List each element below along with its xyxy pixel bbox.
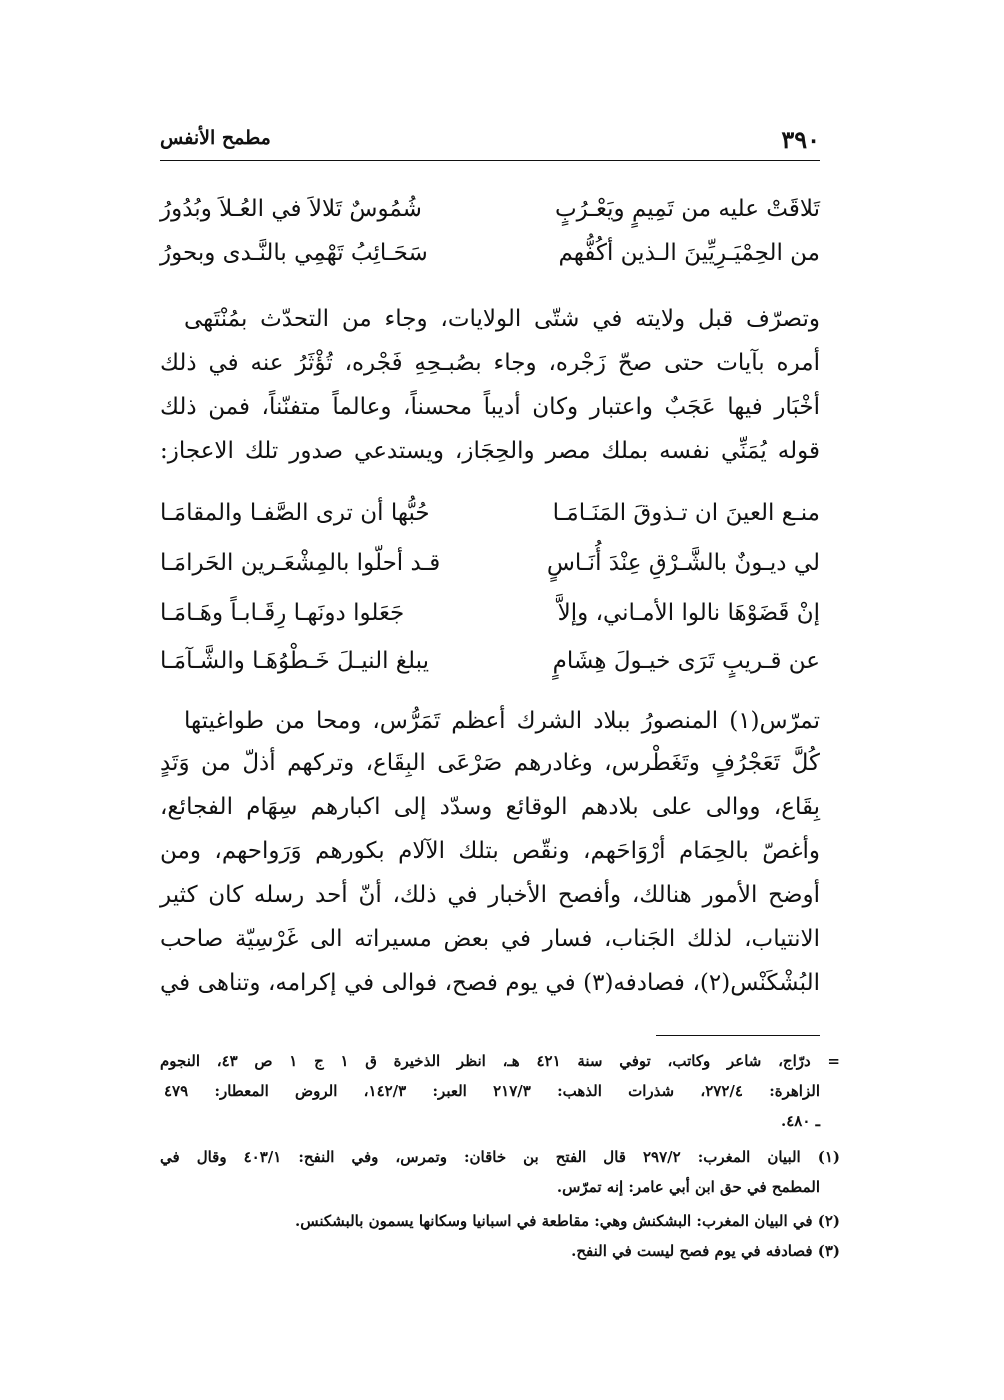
prose-line: تمرّس(١) المنصورُ ببلاد الشرك أعظم تَمَرُّس، ومحا من طواغيتها [184, 708, 820, 734]
footnote-line: الزاهرة: ٢٧٢/٤، شذرات الذهب: ٢١٧/٣ العبر: ١٤٢/٣، الروض المعطار: ٤٧٩ [164, 1082, 820, 1100]
prose-line: وأغصّ بالحِمَام أرْوَاحَهم، ونقّص بتلك الآلام بكورهم وَرَواحهم، ومن [160, 838, 820, 864]
prose-line: قوله يُمَنِّي نفسه بملك مصر والحِجَاز، ويستدعي صدور تلك الاعجاز: [160, 438, 820, 464]
prose-line: بِقَاع، ووالى على بلادهم الوقائع وسدّد إلى اكبارهم سِهَام الفجائع، [160, 794, 820, 820]
hemistich-first: عن قـريبٍ تَرَى خيـولَ هِشَامٍ [552, 648, 820, 674]
hemistich-first: من الحِمْيَـرِيِّينَ الـذين أكُفُّهم [558, 240, 820, 266]
prose-line: أخْبَار فيها عَجَبٌ واعتبار وكان أديباً محسناً، وعالماً متفنّناً، فمن ذلك [160, 394, 820, 420]
hemistich-second: سَحَـائِبُ تَهْمِي بالنَّـدى وبحورُ [160, 240, 428, 266]
verse-line [160, 648, 820, 688]
verse-line [160, 600, 820, 640]
hemistich-first: لي ديـونٌ بالشَّـرْقِ عِنْدَ أُنَـاسٍ [546, 550, 820, 576]
hemistich-first: منـع العينَ ان تـذوقَ المَنَـامَـا [552, 500, 820, 526]
hemistich-second: قـد أحلّوا بالمِشْعَـرين الحَرامَـا [160, 550, 441, 576]
prose-line: أمره بآيات حتى صحّ زَجْره، وجاء بصُبـحِهِ فَجْره، تُؤْثَرُ عنه في ذلك [160, 350, 820, 376]
hemistich-second: يبلغ النيـلَ خَـطْوُهَـا والشَّـآمَـا [160, 648, 429, 674]
verse-line [160, 240, 820, 280]
hemistich-second: شُمُوسٌ تَلالاَ في العُـلاَ وبُدُورُ [160, 196, 422, 222]
header-rule [160, 160, 820, 161]
prose-line: الانتياب، لذلك الجَناب، فسار في بعض مسيراته الى غَرْسِيّة صاحب [160, 926, 820, 952]
page-header [160, 125, 820, 157]
hemistich-second: حُبُّها أن ترى الصَّفـا والمقامَـا [160, 500, 430, 526]
prose-line: البُشْكَنْس(٢)، فصادفه(٣) في يوم فصح، فوالى في إكرامه، وتناهى في [160, 970, 821, 996]
hemistich-second: جَعَلوا دونَهـا رِقَـابـاً وهَـامَـا [160, 600, 405, 626]
page-number: ٣٩٠ [781, 125, 820, 154]
verse-line [160, 196, 820, 236]
footnote-line: ـ ٤٨٠. [780, 1112, 820, 1130]
footnote-1-cont: المطمح في حق ابن أبي عامر: إنه تمرّس. [556, 1178, 820, 1196]
prose-line: كُلَّ تَعَجْرُفٍ وتَغَطْرس، وغادرهم صَرْعَى البِقَاع، وتركهم أذلّ من وَتَدٍ [160, 750, 820, 776]
footnote-2: (٢) في البيان المغرب: البشكنش وهي: مقاطعة في اسبانيا وسكانها يسمون بالبشكنس. [295, 1212, 840, 1230]
verse-line [160, 550, 820, 590]
prose-line: وتصرّف قبل ولايته في شتّى الولايات، وجاء من التحدّث بمُنْتَهى [184, 306, 820, 332]
footnote-1: (١) البيان المغرب: ٢٩٧/٢ قال الفتح بن خاقان: وتمرس، وفي النفح: ٤٠٣/١ وقال في [160, 1148, 841, 1166]
footnote-line: = درّاج، شاعر وكاتب، توفي سنة ٤٢١ هـ، انظر الذخيرة ق ١ ج ١ ص ٤٣، النجوم [160, 1052, 840, 1070]
footnote-rule [656, 1035, 820, 1036]
prose-line: أوضح الأمور هنالك، وأفصح الأخبار في ذلك، أنّ أحد رسله كان كثير [160, 882, 820, 908]
hemistich-first: تَلاقَتْ عليه من تَمِيمٍ ويَعْـرُبٍ [554, 196, 820, 222]
footnote-3: (٣) فصادفه في يوم فصح ليست في النفح. [571, 1242, 840, 1260]
hemistich-first: إنْ قَضَوْهَا نالوا الأمـاني، وإلاَّ [557, 600, 820, 626]
running-title: مطمح الأنفس [160, 127, 271, 149]
verse-line [160, 500, 820, 540]
